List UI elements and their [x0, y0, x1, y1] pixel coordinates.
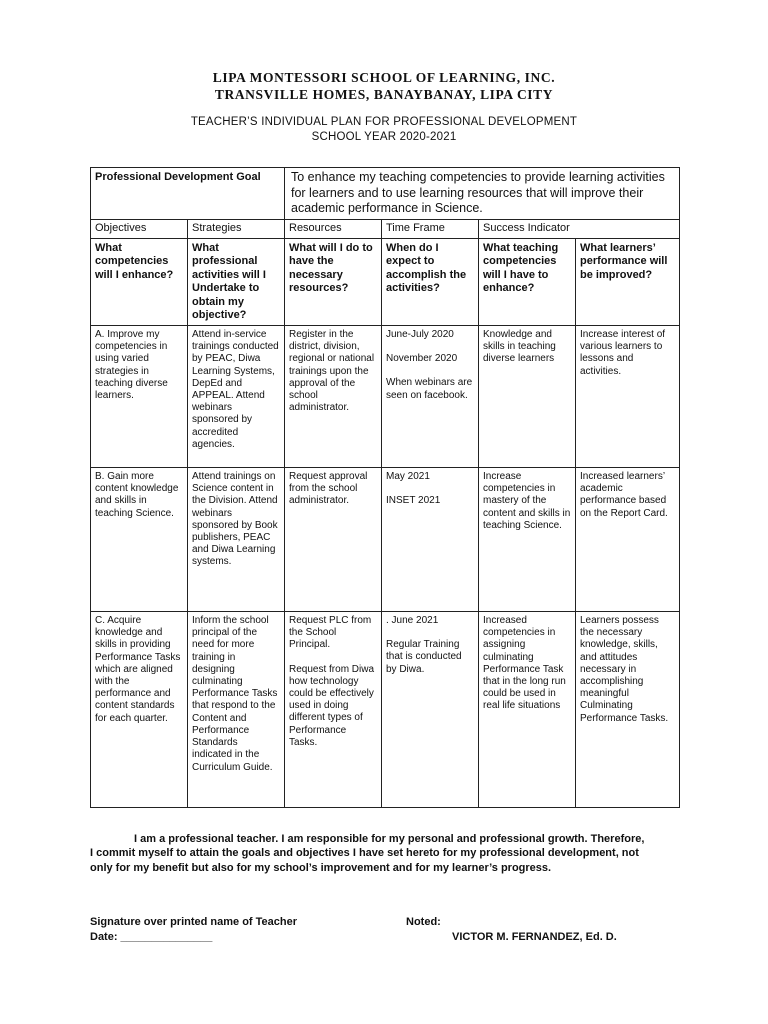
strategies-cell: Attend trainings on Science content in the Division. Attend webinars sponsored by Book publishers, PEAC and Diwa Learning systems.: [188, 468, 285, 612]
development-plan-table: [90, 167, 680, 808]
header-success-indicator: Success Indicator: [479, 219, 680, 238]
question-resources: What will I do to have the necessary resources?: [285, 238, 382, 326]
objective-cell: B. Gain more content knowledge and skills in teaching Science.: [91, 468, 188, 612]
resources-cell: Register in the district, division, regional or national trainings upon the approval of the school administrator.: [285, 326, 382, 468]
resource-item: Request PLC from the School Principal.: [289, 615, 372, 651]
objective-cell: C. Acquire knowledge and skills in providing Performance Tasks which are aligned with the performance and content standards for each quarter.: [91, 612, 188, 808]
header-time-frame: Time Frame: [382, 219, 479, 238]
time-frame-item: Regular Training that is conducted by Diwa.: [386, 639, 462, 675]
school-name: LIPA MONTESSORI SCHOOL OF LEARNING, INC.: [212, 70, 556, 85]
time-frame-item: INSET 2021: [386, 495, 441, 507]
noted-by-name: VICTOR M. FERNANDEZ, Ed. D.: [452, 931, 617, 943]
learner-performance-cell: Increase interest of various learners to lessons and activities.: [576, 326, 680, 468]
commitment-text: I am a professional teacher. I am responsible for my personal and professional growth. Therefore, I commit myself to attain the goals and objectives I have set hereto for my professional development, not only for my benefit but also for my school’s improvement and for my learner’s progress.: [90, 833, 645, 874]
time-frame-item: November 2020: [386, 353, 458, 365]
teacher-signature-label: Signature over printed name of Teacher: [90, 916, 298, 928]
teaching-competencies-cell: Knowledge and skills in teaching diverse learners: [479, 326, 576, 468]
school-address: TRANSVILLE HOMES, BANAYBANAY, LIPA CITY: [214, 87, 554, 102]
time-frame-item: June-July 2020: [386, 329, 454, 341]
time-frame-cell: [382, 612, 479, 808]
goal-text: To enhance my teaching competencies to provide learning activities for learners and to use learning resources that will improve their academic performance in Science.: [285, 168, 680, 220]
learner-performance-cell: Learners possess the necessary knowledge, skills, and attitudes necessary in accomplishing meaningful Culminating Performance Tasks.: [576, 612, 680, 808]
resource-item: Request from Diwa how technology could be effectively used in doing different types of Performance Tasks.: [289, 663, 375, 748]
school-year: SCHOOL YEAR 2020-2021: [311, 131, 457, 143]
resources-cell: Request approval from the school administrator.: [285, 468, 382, 612]
column-headers: [91, 219, 680, 238]
question-teaching-competencies: What teaching competencies will I have to enhance?: [479, 238, 576, 326]
learner-performance-cell: Increased learners’ academic performance based on the Report Card.: [576, 468, 680, 612]
time-frame-item: May 2021: [386, 471, 430, 483]
date-line: Date: _______________: [90, 931, 213, 943]
question-learner-performance: What learners’ performance will be improved?: [576, 238, 680, 326]
table-row: [91, 468, 680, 612]
question-time-frame: When do I expect to accomplish the activities?: [382, 238, 479, 326]
commitment-statement: [90, 832, 650, 875]
teaching-competencies-cell: Increase competencies in mastery of the content and skills in teaching Science.: [479, 468, 576, 612]
goal-row: [91, 168, 680, 220]
time-frame-cell: [382, 468, 479, 612]
goal-label: Professional Development Goal: [91, 168, 285, 220]
teaching-competencies-cell: Increased competencies in assigning culminating Performance Task that in the long run could be used in real life situations: [479, 612, 576, 808]
table-row: [91, 326, 680, 468]
time-frame-item: When webinars are seen on facebook.: [386, 377, 473, 401]
header-strategies: Strategies: [188, 219, 285, 238]
plan-title: TEACHER’S INDIVIDUAL PLAN FOR PROFESSIONAL DEVELOPMENT: [190, 116, 578, 128]
guide-questions: [91, 238, 680, 326]
header-resources: Resources: [285, 219, 382, 238]
strategies-cell: Inform the school principal of the need for more training in designing culminating Performance Tasks that respond to the Content and Performance Standards indicated in the Curriculum Guide.: [188, 612, 285, 808]
question-strategies: What professional activities will I Undertake to obtain my objective?: [188, 238, 285, 326]
question-objectives: What competencies will I enhance?: [91, 238, 188, 326]
time-frame-cell: [382, 326, 479, 468]
resources-cell: [285, 612, 382, 808]
strategies-cell: Attend in-service trainings conducted by PEAC, Diwa Learning Systems, DepEd and APPEAL. Attend webinars sponsored by accredited agencies.: [188, 326, 285, 468]
objective-cell: A. Improve my competencies in using varied strategies in teaching diverse learners.: [91, 326, 188, 468]
noted-label: Noted:: [406, 916, 441, 928]
table-row: [91, 612, 680, 808]
time-frame-item: . June 2021: [386, 615, 439, 627]
header-objectives: Objectives: [91, 219, 188, 238]
